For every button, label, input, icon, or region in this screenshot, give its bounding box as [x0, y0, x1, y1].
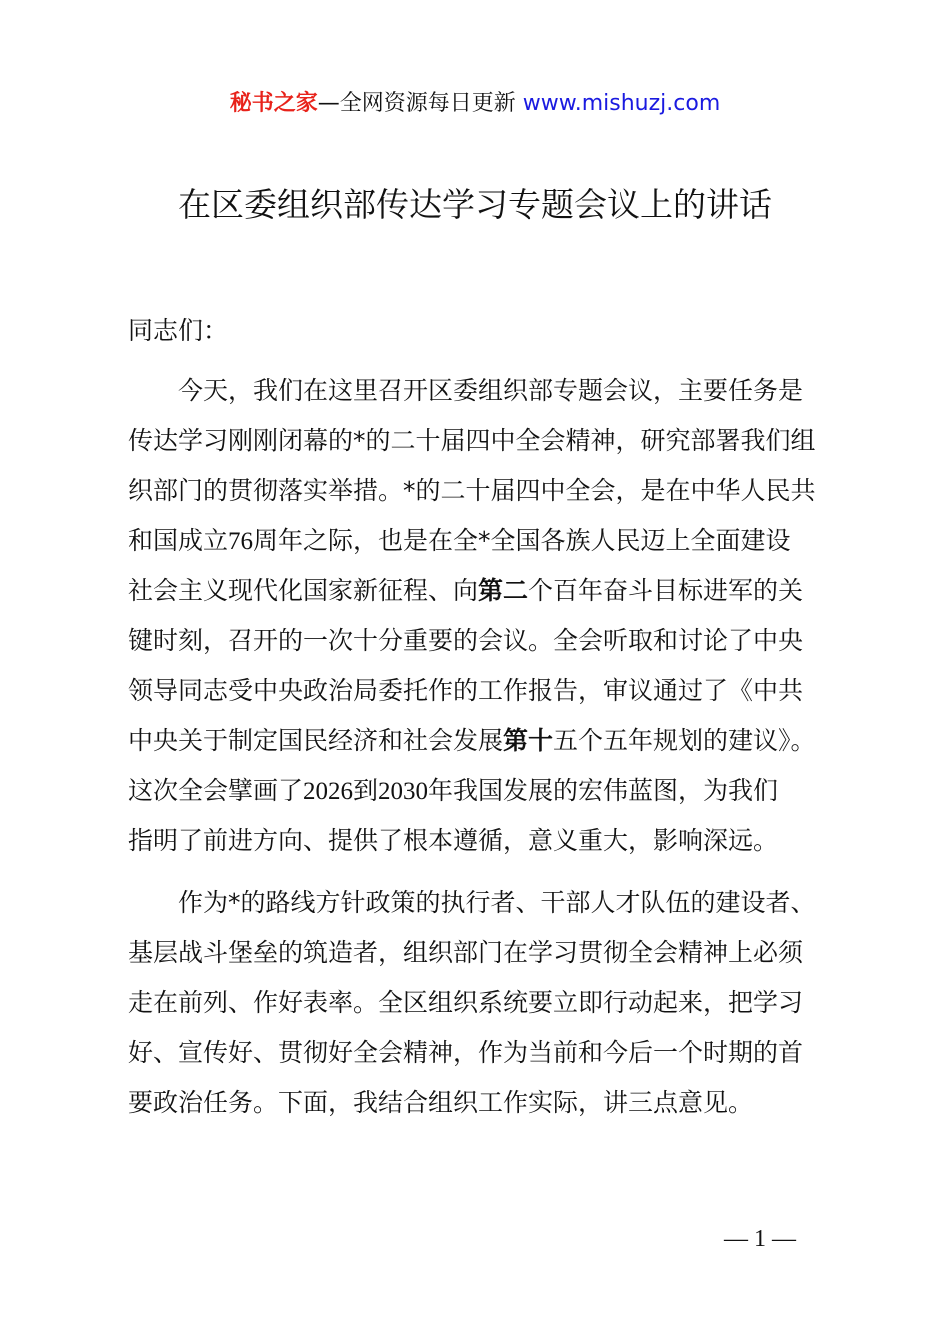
- site-url-link[interactable]: www.mishuzj.com: [522, 91, 721, 116]
- brand-name: 秘书之家: [229, 91, 318, 116]
- text-segment: 这次全会擘画了: [128, 776, 304, 805]
- text-line: 键时刻，召开的一次十分重要的会议。全会听取和讨论了中央: [128, 626, 804, 655]
- text-line: 领导同志受中央政治局委托作的工作报告，审议通过了《中共: [128, 676, 804, 705]
- text-line: 要政治任务。下面，我结合组织工作实际，讲三点意见。: [128, 1088, 754, 1117]
- text-line: 传达学习刚刚闭幕的*的二十届四中全会精神，研究部署我们组: [128, 426, 816, 455]
- text-line: [128, 716, 844, 766]
- text-segment: 中央关于制定国民经济和社会发展: [128, 726, 504, 755]
- header-tagline: —全网资源每日更新: [317, 91, 523, 116]
- paragraph-1: [128, 366, 844, 866]
- text-line: [128, 566, 844, 616]
- year-number: 2026: [303, 778, 354, 805]
- text-line: [128, 516, 844, 566]
- text-line: 指明了前进方向、提供了根本遵循，意义重大，影响深远。: [128, 826, 779, 855]
- anniversary-number: 76: [228, 528, 254, 555]
- text-line: 作为*的路线方针政策的执行者、干部人才队伍的建设者、: [178, 888, 816, 917]
- text-line: 今天，我们在这里召开区委组织部专题会议，主要任务是: [178, 376, 804, 405]
- text-segment: 和国成立: [128, 526, 229, 555]
- text-segment: 周年之际，也是在全*全国各族人民迈上全面建设: [253, 526, 791, 555]
- text-segment: 到: [353, 776, 379, 805]
- text-line: 基层战斗堡垒的筑造者，组织部门在学习贯彻全会精神上必须: [128, 938, 804, 967]
- text-segment: 个百年奋斗目标进军的关: [528, 576, 804, 605]
- text-line: 好、宣传好、贯彻好全会精神，作为当前和今后一个时期的首: [128, 1038, 804, 1067]
- site-header: [0, 88, 950, 120]
- page-number: — 1 —: [724, 1226, 796, 1252]
- paragraph-2: [128, 878, 844, 1128]
- bold-text: 第十: [503, 726, 554, 755]
- text-line: [128, 766, 844, 816]
- bold-text: 第二: [478, 576, 529, 605]
- text-line: 织部门的贯彻落实举措。*的二十届四中全会，是在中华人民共: [128, 476, 816, 505]
- text-segment: 五个五年规划的建议》。: [553, 726, 816, 755]
- salutation: 同志们：: [128, 316, 229, 345]
- year-number: 2030: [378, 778, 429, 805]
- document-title: 在区委组织部传达学习专题会议上的讲话: [178, 185, 772, 224]
- text-segment: 社会主义现代化国家新征程、向: [128, 576, 479, 605]
- text-segment: 年我国发展的宏伟蓝图，为我们: [428, 776, 779, 805]
- text-line: 走在前列、作好表率。全区组织系统要立即行动起来，把学习: [128, 988, 804, 1017]
